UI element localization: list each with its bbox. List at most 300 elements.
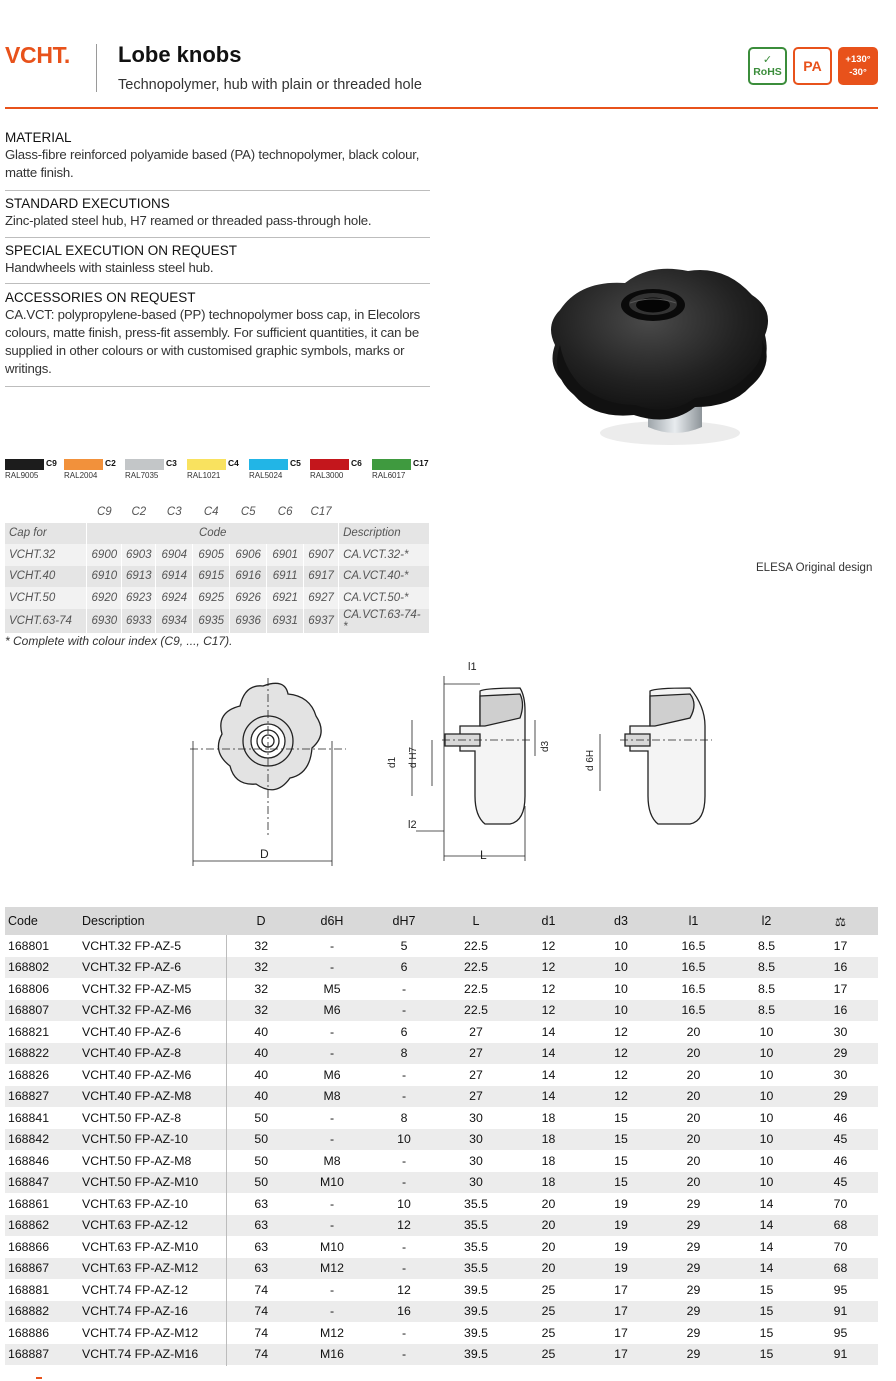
table-cell: 95 <box>833 1282 848 1297</box>
product-photo <box>520 255 790 455</box>
swatch-color <box>372 459 411 470</box>
dim-label-d3: d3 <box>540 740 551 752</box>
table-cell: 35.5 <box>440 1258 512 1280</box>
product-table-body <box>5 935 878 1365</box>
dim-label-d6h: d 6H <box>585 749 596 771</box>
table-cell: VCHT.40 FP-AZ-M8 <box>79 1086 226 1108</box>
table-cell: 16 <box>803 1000 878 1022</box>
table-cell: 8 <box>368 1043 440 1065</box>
table-cell: 68 <box>803 1215 878 1237</box>
table-cell: 168887 <box>5 1344 79 1366</box>
section-divider <box>5 386 430 387</box>
table-cell: 22.5 <box>464 938 488 953</box>
table-cell: 10 <box>730 1129 803 1151</box>
table-cell: 29 <box>657 1301 730 1323</box>
table-cell: 168801 <box>8 938 50 953</box>
table-cell: - <box>401 1067 407 1082</box>
table-cell: 27 <box>469 1024 483 1039</box>
table-cell: 12 <box>397 1282 411 1297</box>
table-cell: VCHT.74 FP-AZ-12 <box>82 1282 188 1297</box>
table-cell: 29 <box>686 1196 701 1211</box>
table-cell: 30 <box>469 1153 483 1168</box>
table-cell: 168846 <box>8 1153 50 1168</box>
table-cell: 22.5 <box>440 1000 512 1022</box>
swatch-code: C5 <box>290 458 301 468</box>
table-row <box>5 1172 878 1194</box>
table-cell: 14 <box>759 1239 774 1254</box>
table-cell: VCHT.50 FP-AZ-M10 <box>79 1172 226 1194</box>
table-row <box>5 935 878 957</box>
table-cell: 20 <box>686 1153 701 1168</box>
table-cell: 168881 <box>8 1282 50 1297</box>
table-cell: 70 <box>833 1239 848 1254</box>
table-cell: 20 <box>686 1024 701 1039</box>
swatch-color <box>249 459 288 470</box>
table-cell: 46 <box>833 1110 848 1125</box>
swatch-code: C6 <box>351 458 362 468</box>
table-row <box>5 1258 878 1280</box>
table-cell: 10 <box>759 1067 774 1082</box>
table-cell: 19 <box>614 1239 628 1254</box>
table-cell: 17 <box>585 1301 657 1323</box>
table-cell: 15 <box>614 1153 628 1168</box>
table-cell: 168842 <box>5 1129 79 1151</box>
front-view-drawing <box>190 678 346 866</box>
table-cell: 168822 <box>5 1043 79 1065</box>
table-cell: 12 <box>541 981 556 996</box>
table-cell: M10 <box>296 1172 368 1194</box>
table-cell: VCHT.63 FP-AZ-M10 <box>82 1239 199 1254</box>
table-cell: 8 <box>400 1110 408 1125</box>
col-header: C17 <box>304 501 339 523</box>
col-header-l2: l2 <box>730 907 803 935</box>
table-cell: 63 <box>226 1236 296 1258</box>
table-cell: 168882 <box>5 1301 79 1323</box>
table-cell: VCHT.63 FP-AZ-M12 <box>79 1258 226 1280</box>
table-cell: - <box>368 1086 440 1108</box>
table-cell: - <box>296 1301 368 1323</box>
table-row: VCHT.63-74 6930 6933 6934 6935 6936 6931 6937 CA.VCT.63-74-* <box>5 609 430 633</box>
table-cell: 20 <box>541 1196 556 1211</box>
table-cell: - <box>296 1129 368 1151</box>
table-cell: 74 <box>226 1301 296 1323</box>
table-cell: 40 <box>226 1021 296 1043</box>
table-cell: VCHT.50 FP-AZ-M8 <box>82 1153 192 1168</box>
table-cell: 16.5 <box>657 957 730 979</box>
table-row <box>5 1322 878 1344</box>
table-cell: - <box>401 1153 407 1168</box>
table-cell: 168841 <box>8 1110 50 1125</box>
table-cell: 70 <box>833 1196 848 1211</box>
table-cell: 6 <box>368 957 440 979</box>
table-cell: 17 <box>585 1344 657 1366</box>
table-cell: 32 <box>226 957 296 979</box>
table-cell: VCHT.32 FP-AZ-5 <box>82 938 182 953</box>
swatch-ral: RAL9005 <box>5 471 39 480</box>
table-cell: 15 <box>759 1325 774 1340</box>
table-cell: 16 <box>803 957 878 979</box>
table-cell: - <box>296 957 368 979</box>
table-cell: 14 <box>730 1258 803 1280</box>
table-cell: 30 <box>833 1067 848 1082</box>
col-header: C6 <box>267 501 304 523</box>
table-cell: VCHT.40 FP-AZ-6 <box>82 1024 182 1039</box>
table-row <box>5 1021 878 1043</box>
accessories-section <box>5 290 430 378</box>
table-cell: 39.5 <box>440 1301 512 1323</box>
table-cell: VCHT.74 FP-AZ-M12 <box>82 1325 199 1340</box>
table-cell: 168826 <box>8 1067 50 1082</box>
table-row: VCHT.50 6920 6923 6924 6925 6926 6921 6927 CA.VCT.50-* <box>5 587 430 609</box>
table-row <box>5 1279 878 1301</box>
swatch-code: C17 <box>413 458 429 468</box>
table-cell: - <box>368 1258 440 1280</box>
table-cell: 63 <box>226 1193 296 1215</box>
table-cell: 20 <box>657 1086 730 1108</box>
table-cell: 10 <box>730 1043 803 1065</box>
table-cell: 14 <box>512 1086 585 1108</box>
col-header: C2 <box>122 501 156 523</box>
swatch-c6 <box>310 458 362 480</box>
table-cell: 12 <box>541 938 556 953</box>
table-cell: 35.5 <box>464 1196 488 1211</box>
col-header: C9 <box>87 501 122 523</box>
table-cell: 168847 <box>5 1172 79 1194</box>
table-cell: 12 <box>512 1000 585 1022</box>
swatch-ral: RAL6017 <box>372 471 406 480</box>
swatch-code: C9 <box>46 458 57 468</box>
table-cell: 12 <box>585 1086 657 1108</box>
table-cell: VCHT.32 FP-AZ-M6 <box>79 1000 226 1022</box>
table-cell: 10 <box>368 1129 440 1151</box>
table-cell: - <box>401 1239 407 1254</box>
table-cell: 20 <box>657 1043 730 1065</box>
table-cell: 32 <box>226 935 296 957</box>
product-table <box>5 907 878 1366</box>
table-cell: 25 <box>541 1282 556 1297</box>
table-row <box>5 1344 878 1366</box>
table-cell: 91 <box>803 1301 878 1323</box>
table-cell: 12 <box>512 957 585 979</box>
rohs-label: RoHS <box>753 65 782 78</box>
table-cell: VCHT.40 FP-AZ-M6 <box>82 1067 192 1082</box>
table-cell: 46 <box>833 1153 848 1168</box>
table-cell: 30 <box>440 1172 512 1194</box>
table-cell: 14 <box>512 1043 585 1065</box>
table-cell: - <box>401 981 407 996</box>
table-cell: - <box>296 1043 368 1065</box>
swatch-code: C3 <box>166 458 177 468</box>
table-cell: 12 <box>368 1215 440 1237</box>
swatch-c3 <box>125 458 177 480</box>
swatch-c5 <box>249 458 301 480</box>
table-cell: 19 <box>585 1215 657 1237</box>
temperature-badge <box>838 47 878 85</box>
product-table-header <box>5 907 878 935</box>
table-cell: - <box>401 1325 407 1340</box>
footer-mark <box>36 1377 42 1379</box>
table-cell: 168862 <box>5 1215 79 1237</box>
swatch-c17 <box>372 458 429 480</box>
table-cell: 29 <box>803 1043 878 1065</box>
table-cell: - <box>329 1196 335 1211</box>
table-cell: 168867 <box>5 1258 79 1280</box>
table-cell: M8 <box>323 1153 341 1168</box>
temp-high: +130° <box>845 54 871 65</box>
page-title: Lobe knobs <box>118 42 242 67</box>
table-cell: 25 <box>512 1344 585 1366</box>
table-cell: VCHT.50 FP-AZ-8 <box>82 1110 182 1125</box>
table-cell: 10 <box>759 1153 774 1168</box>
table-cell: 20 <box>512 1258 585 1280</box>
table-cell: 14 <box>541 1024 556 1039</box>
table-cell: 30 <box>833 1024 848 1039</box>
table-row <box>5 1000 878 1022</box>
table-cell: VCHT.50 FP-AZ-10 <box>79 1129 226 1151</box>
table-cell: 16 <box>368 1301 440 1323</box>
col-header-d6h: d6H <box>296 907 368 935</box>
table-cell: - <box>296 1215 368 1237</box>
table-cell: 20 <box>541 1239 556 1254</box>
table-cell: 14 <box>759 1196 774 1211</box>
col-header-dh7: dH7 <box>368 907 440 935</box>
table-cell: 12 <box>614 1067 628 1082</box>
table-cell: 168806 <box>8 981 50 996</box>
table-cell: 74 <box>226 1279 296 1301</box>
section-view-drawing <box>412 676 535 861</box>
col-header-d3: d3 <box>585 907 657 935</box>
col-header: C4 <box>193 501 230 523</box>
table-cell: 168866 <box>8 1239 50 1254</box>
table-row <box>5 978 878 1000</box>
table-cell: 45 <box>803 1172 878 1194</box>
swatch-ral: RAL3000 <box>310 471 344 480</box>
table-cell: 25 <box>541 1325 556 1340</box>
cap-table-note: * Complete with colour index (C9, ..., C17). <box>5 634 233 648</box>
table-cell: 35.5 <box>440 1215 512 1237</box>
table-cell: 39.5 <box>440 1344 512 1366</box>
swatch-color <box>187 459 226 470</box>
table-cell: - <box>329 1024 335 1039</box>
col-header: C5 <box>230 501 267 523</box>
table-cell: 27 <box>440 1043 512 1065</box>
table-cell: 15 <box>759 1282 774 1297</box>
table-cell: 15 <box>730 1344 803 1366</box>
table-cell: 17 <box>614 1282 628 1297</box>
swatch-color <box>5 459 44 470</box>
table-cell: 29 <box>686 1325 701 1340</box>
table-cell: M10 <box>320 1239 344 1254</box>
table-cell: 25 <box>512 1301 585 1323</box>
swatch-ral: RAL7035 <box>125 471 159 480</box>
col-header-l1: l1 <box>657 907 730 935</box>
table-cell: 15 <box>585 1172 657 1194</box>
table-cell: 29 <box>686 1282 701 1297</box>
swatch-c4 <box>187 458 239 480</box>
special-text: Handwheels with stainless steel hub. <box>5 260 214 275</box>
material-text: Glass-fibre reinforced polyamide based (PA) technopolymer, black colour, matte finish. <box>5 147 420 180</box>
table-cell: VCHT.32 FP-AZ-M5 <box>82 981 192 996</box>
table-row: VCHT.32 6900 6903 6904 6905 6906 6901 6907 CA.VCT.32-* <box>5 544 430 566</box>
table-cell: 29 <box>803 1086 878 1108</box>
special-execution-section <box>5 243 430 277</box>
table-cell: 10 <box>614 938 628 953</box>
table-cell: 40 <box>226 1064 296 1086</box>
table-cell: 8.5 <box>757 938 776 953</box>
table-cell: 32 <box>226 1000 296 1022</box>
swatch-ral: RAL2004 <box>64 471 98 480</box>
table-cell: M12 <box>320 1325 344 1340</box>
material-section <box>5 130 430 182</box>
temp-low: -30° <box>849 67 867 78</box>
table-cell: 18 <box>541 1153 556 1168</box>
table-cell: 17 <box>833 981 848 996</box>
swatch-code: C2 <box>105 458 116 468</box>
header-separator <box>96 44 97 92</box>
section-divider <box>5 283 430 284</box>
pa-badge: PA <box>793 47 832 85</box>
swatch-ral: RAL1021 <box>187 471 221 480</box>
table-cell: 29 <box>657 1258 730 1280</box>
swatch-color <box>310 459 349 470</box>
table-cell: 91 <box>803 1344 878 1366</box>
table-row: VCHT.40 6910 6913 6914 6915 6916 6911 6917 CA.VCT.40-* <box>5 566 430 588</box>
table-row <box>5 957 878 979</box>
table-cell: 19 <box>585 1258 657 1280</box>
col-header-code: Code <box>5 907 79 935</box>
table-cell: M5 <box>323 981 341 996</box>
table-row <box>5 1193 878 1215</box>
table-cell: 20 <box>657 1129 730 1151</box>
table-cell: VCHT.40 FP-AZ-8 <box>79 1043 226 1065</box>
table-cell: 40 <box>226 1086 296 1108</box>
table-cell: 50 <box>226 1172 296 1194</box>
table-cell: 8.5 <box>757 981 776 996</box>
dim-label-l: L <box>480 848 487 862</box>
table-cell: 50 <box>226 1107 296 1129</box>
dim-label-l2: l2 <box>408 819 417 831</box>
table-cell: 63 <box>226 1215 296 1237</box>
standard-executions-section <box>5 196 430 230</box>
table-cell: 35.5 <box>464 1239 488 1254</box>
table-cell: 10 <box>585 1000 657 1022</box>
table-cell: 10 <box>759 1110 774 1125</box>
table-cell: 19 <box>614 1196 628 1211</box>
table-cell: 27 <box>440 1086 512 1108</box>
table-cell: 14 <box>541 1067 556 1082</box>
table-cell: - <box>329 938 335 953</box>
table-cell: 10 <box>759 1024 774 1039</box>
dim-label-l1: l1 <box>468 661 477 673</box>
threaded-section-drawing <box>600 688 712 824</box>
table-cell: 17 <box>833 938 848 953</box>
table-cell: VCHT.63 FP-AZ-12 <box>79 1215 226 1237</box>
table-cell: 14 <box>730 1215 803 1237</box>
table-cell: VCHT.63 FP-AZ-10 <box>82 1196 188 1211</box>
table-cell: 16.5 <box>681 981 706 996</box>
table-cell: 29 <box>657 1344 730 1366</box>
table-cell: - <box>329 1282 335 1297</box>
section-divider <box>5 237 430 238</box>
swatch-c2 <box>64 458 116 480</box>
table-cell: 20 <box>686 1110 701 1125</box>
dim-label-dh7: d H7 <box>408 746 419 768</box>
table-cell: 8.5 <box>730 957 803 979</box>
swatch-color <box>64 459 103 470</box>
cap-table-color-header <box>5 501 430 523</box>
technical-drawings <box>180 656 740 871</box>
table-cell: 10 <box>730 1086 803 1108</box>
table-cell: 15 <box>730 1301 803 1323</box>
cap-code-table <box>5 501 430 633</box>
table-row <box>5 1086 878 1108</box>
table-cell: 68 <box>803 1258 878 1280</box>
table-cell: 168827 <box>5 1086 79 1108</box>
table-cell: M8 <box>296 1086 368 1108</box>
swatch-color <box>125 459 164 470</box>
swatch-code: C4 <box>228 458 239 468</box>
dim-label-d: D <box>260 847 269 861</box>
description-label: Description <box>339 523 430 545</box>
table-row <box>5 1043 878 1065</box>
table-cell: 12 <box>585 1043 657 1065</box>
header-rule <box>5 107 878 109</box>
checkmark-icon: ✓ <box>762 53 773 66</box>
table-cell: 18 <box>541 1110 556 1125</box>
table-cell: 5 <box>400 938 408 953</box>
table-cell: 10 <box>730 1172 803 1194</box>
section-divider <box>5 190 430 191</box>
table-cell: 74 <box>226 1322 296 1344</box>
original-design-label: ELESA Original design <box>756 562 873 574</box>
table-cell: - <box>368 1000 440 1022</box>
special-heading: SPECIAL EXECUTION ON REQUEST <box>5 243 238 258</box>
table-cell: 45 <box>803 1129 878 1151</box>
table-cell: 168802 <box>5 957 79 979</box>
table-cell: - <box>368 1172 440 1194</box>
standard-heading: STANDARD EXECUTIONS <box>5 196 170 211</box>
material-heading: MATERIAL <box>5 130 72 145</box>
col-header-description: Description <box>79 907 226 935</box>
col-header-l: L <box>440 907 512 935</box>
table-cell: 63 <box>226 1258 296 1280</box>
table-cell: 22.5 <box>464 981 488 996</box>
table-cell: VCHT.32 FP-AZ-6 <box>79 957 226 979</box>
table-cell: 20 <box>686 1067 701 1082</box>
accessories-text: CA.VCT: polypropylene-based (PP) technopolymer boss cap, in Elecolors colours, matte finish, press-fit assembly. For sufficient quantities, it can be supplied in other colours or with customised graphic symbols, marks or writings. <box>5 307 420 376</box>
table-cell: 20 <box>512 1215 585 1237</box>
table-cell: 32 <box>226 978 296 1000</box>
table-cell: 74 <box>226 1344 296 1366</box>
table-cell: - <box>329 1110 335 1125</box>
table-cell: 29 <box>686 1239 701 1254</box>
table-cell: - <box>368 1344 440 1366</box>
table-cell: 50 <box>226 1150 296 1172</box>
table-row <box>5 1150 878 1172</box>
table-cell: M12 <box>296 1258 368 1280</box>
table-row <box>5 1129 878 1151</box>
table-row <box>5 1236 878 1258</box>
table-cell: 8.5 <box>730 1000 803 1022</box>
weight-icon: ⚖ <box>803 907 878 935</box>
cap-for-label: Cap for <box>5 523 87 545</box>
table-cell: M6 <box>296 1000 368 1022</box>
table-cell: 16.5 <box>657 1000 730 1022</box>
table-cell: 29 <box>657 1215 730 1237</box>
table-cell: 168807 <box>5 1000 79 1022</box>
dim-label-d1: d1 <box>387 756 398 768</box>
table-cell: M6 <box>323 1067 341 1082</box>
